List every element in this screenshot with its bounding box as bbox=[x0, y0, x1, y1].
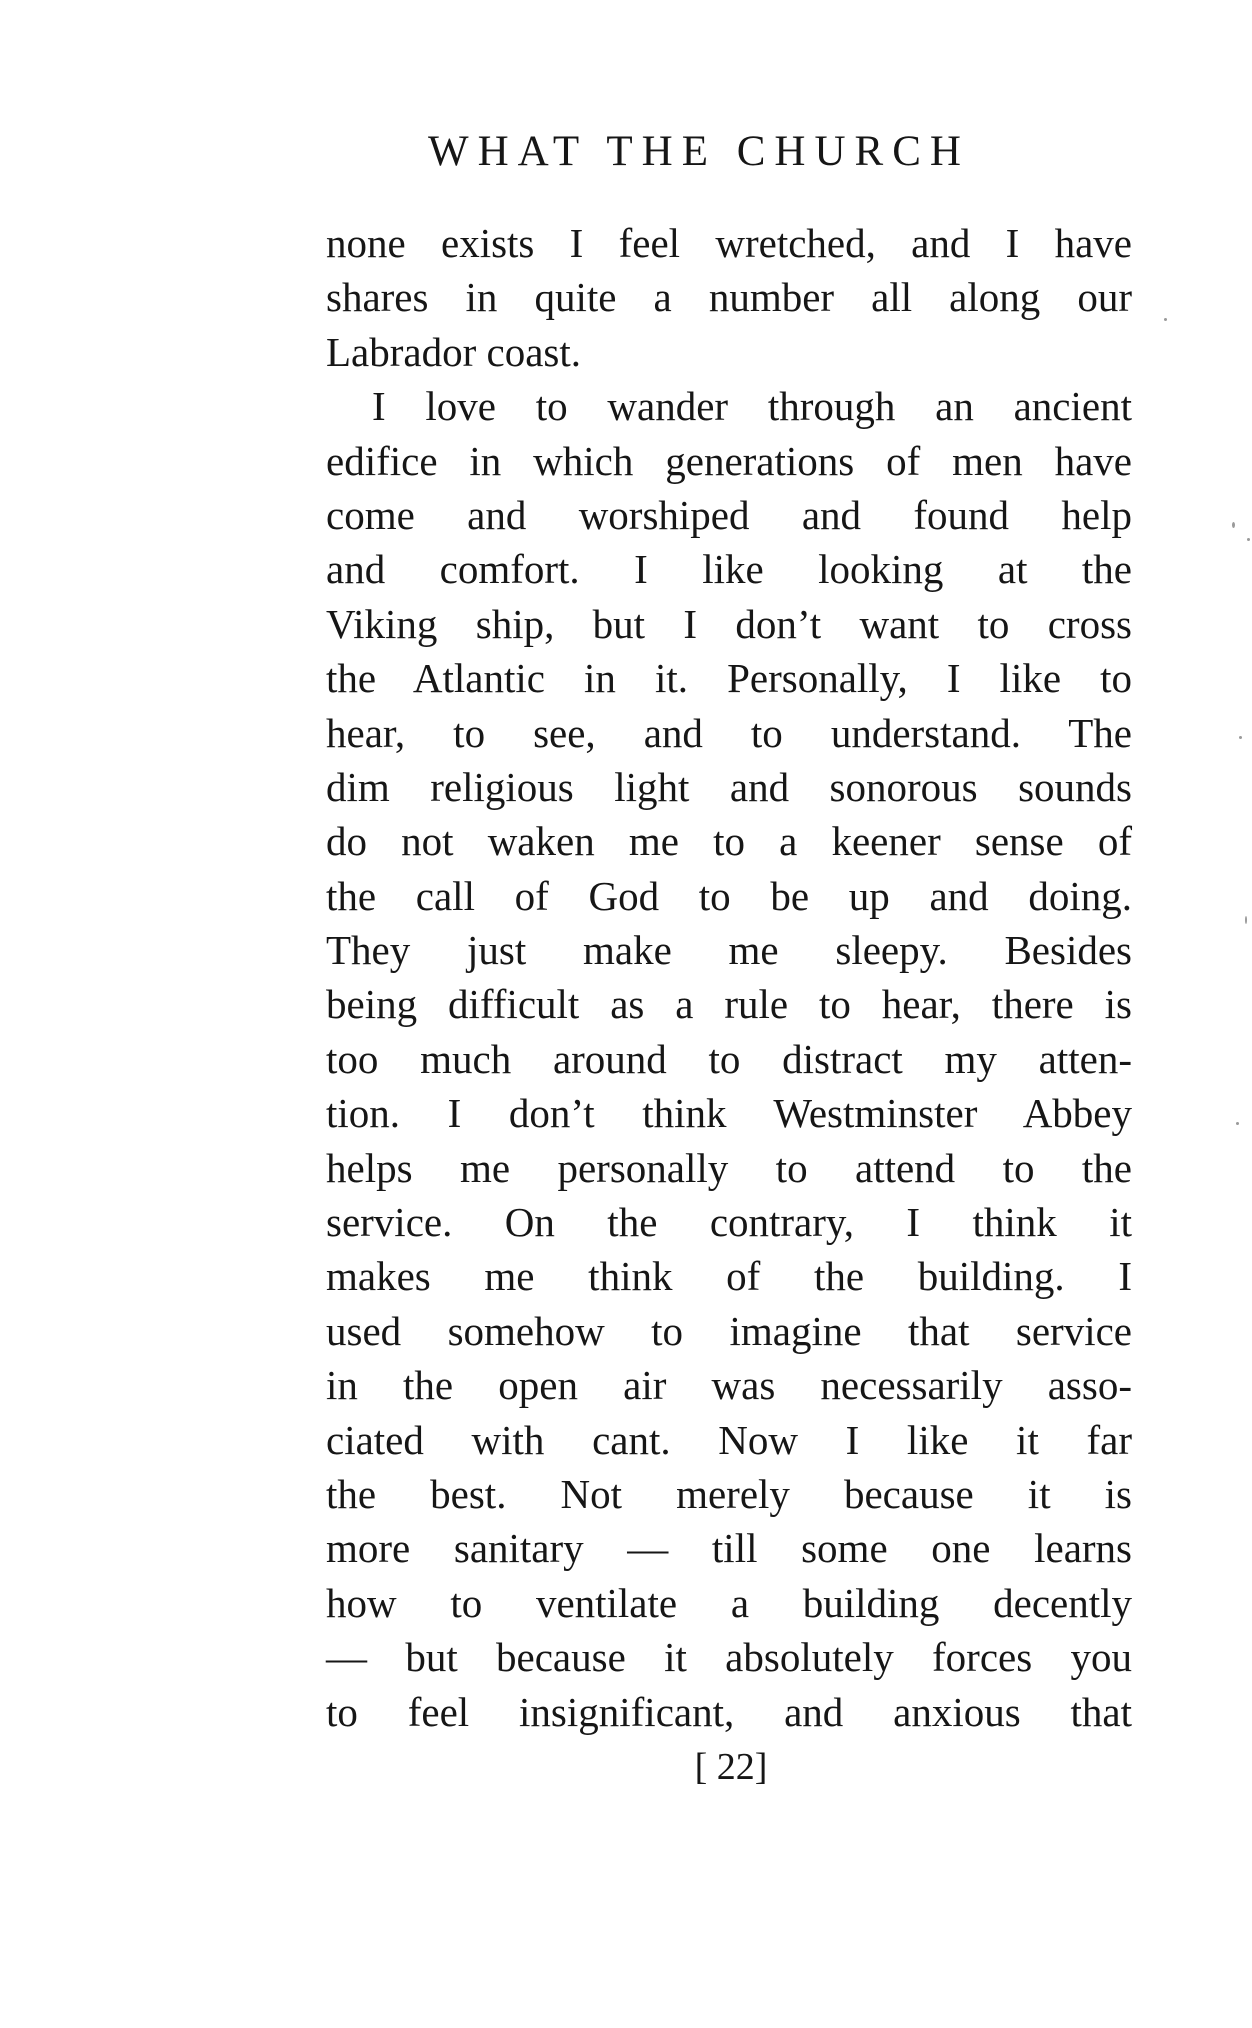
text-line: and comfort. I like looking at the bbox=[326, 546, 1132, 593]
text-line: Labrador coast. bbox=[326, 328, 581, 375]
text-line: used somehow to imagine that service bbox=[326, 1307, 1132, 1354]
page-number: [ 22] bbox=[694, 1746, 768, 1788]
text-line: helps me personally to attend to the bbox=[326, 1144, 1132, 1191]
scan-speck bbox=[1232, 522, 1235, 528]
scan-speck bbox=[1247, 538, 1250, 541]
text-line: They just make me sleepy. Besides bbox=[326, 927, 1132, 974]
text-line: in the open air was necessarily asso- bbox=[326, 1362, 1132, 1409]
text-line: how to ventilate a building decently bbox=[326, 1579, 1132, 1626]
text-line: shares in quite a number all along our bbox=[326, 274, 1132, 321]
text-line: edifice in which generations of men have bbox=[326, 437, 1132, 484]
running-head: WHAT THE CHURCH bbox=[428, 128, 970, 175]
text-line: tion. I don’t think Westminster Abbey bbox=[326, 1090, 1132, 1137]
text-line: hear, to see, and to understand. The bbox=[326, 709, 1132, 756]
text-line: the call of God to be up and doing. bbox=[326, 872, 1132, 919]
paragraph-first-line: I love to wander through an ancient bbox=[372, 383, 1132, 430]
text-line: dim religious light and sonorous sounds bbox=[326, 763, 1132, 810]
text-line: ciated with cant. Now I like it far bbox=[326, 1416, 1132, 1463]
text-line: to feel insignificant, and anxious that bbox=[326, 1688, 1132, 1735]
scan-speck bbox=[1236, 1122, 1239, 1125]
text-line: more sanitary — till some one learns bbox=[326, 1525, 1132, 1572]
text-line: makes me think of the building. I bbox=[326, 1253, 1132, 1300]
text-line: — but because it absolutely forces you bbox=[326, 1634, 1132, 1681]
body-text bbox=[326, 216, 1132, 1739]
scan-speck bbox=[1164, 318, 1167, 321]
scan-speck bbox=[1245, 916, 1247, 924]
text-line: too much around to distract my atten- bbox=[326, 1035, 1132, 1082]
text-line: do not waken me to a keener sense of bbox=[326, 818, 1132, 865]
text-line: Viking ship, but I don’t want to cross bbox=[326, 600, 1132, 647]
text-line: come and worshiped and found help bbox=[326, 491, 1132, 538]
text-line: the Atlantic in it. Personally, I like to bbox=[326, 655, 1132, 702]
text-line: service. On the contrary, I think it bbox=[326, 1199, 1132, 1246]
scan-speck bbox=[1239, 736, 1242, 739]
text-line: none exists I feel wretched, and I have bbox=[326, 220, 1132, 266]
text-line: being difficult as a rule to hear, there is bbox=[326, 981, 1132, 1028]
text-line: the best. Not merely because it is bbox=[326, 1470, 1132, 1517]
